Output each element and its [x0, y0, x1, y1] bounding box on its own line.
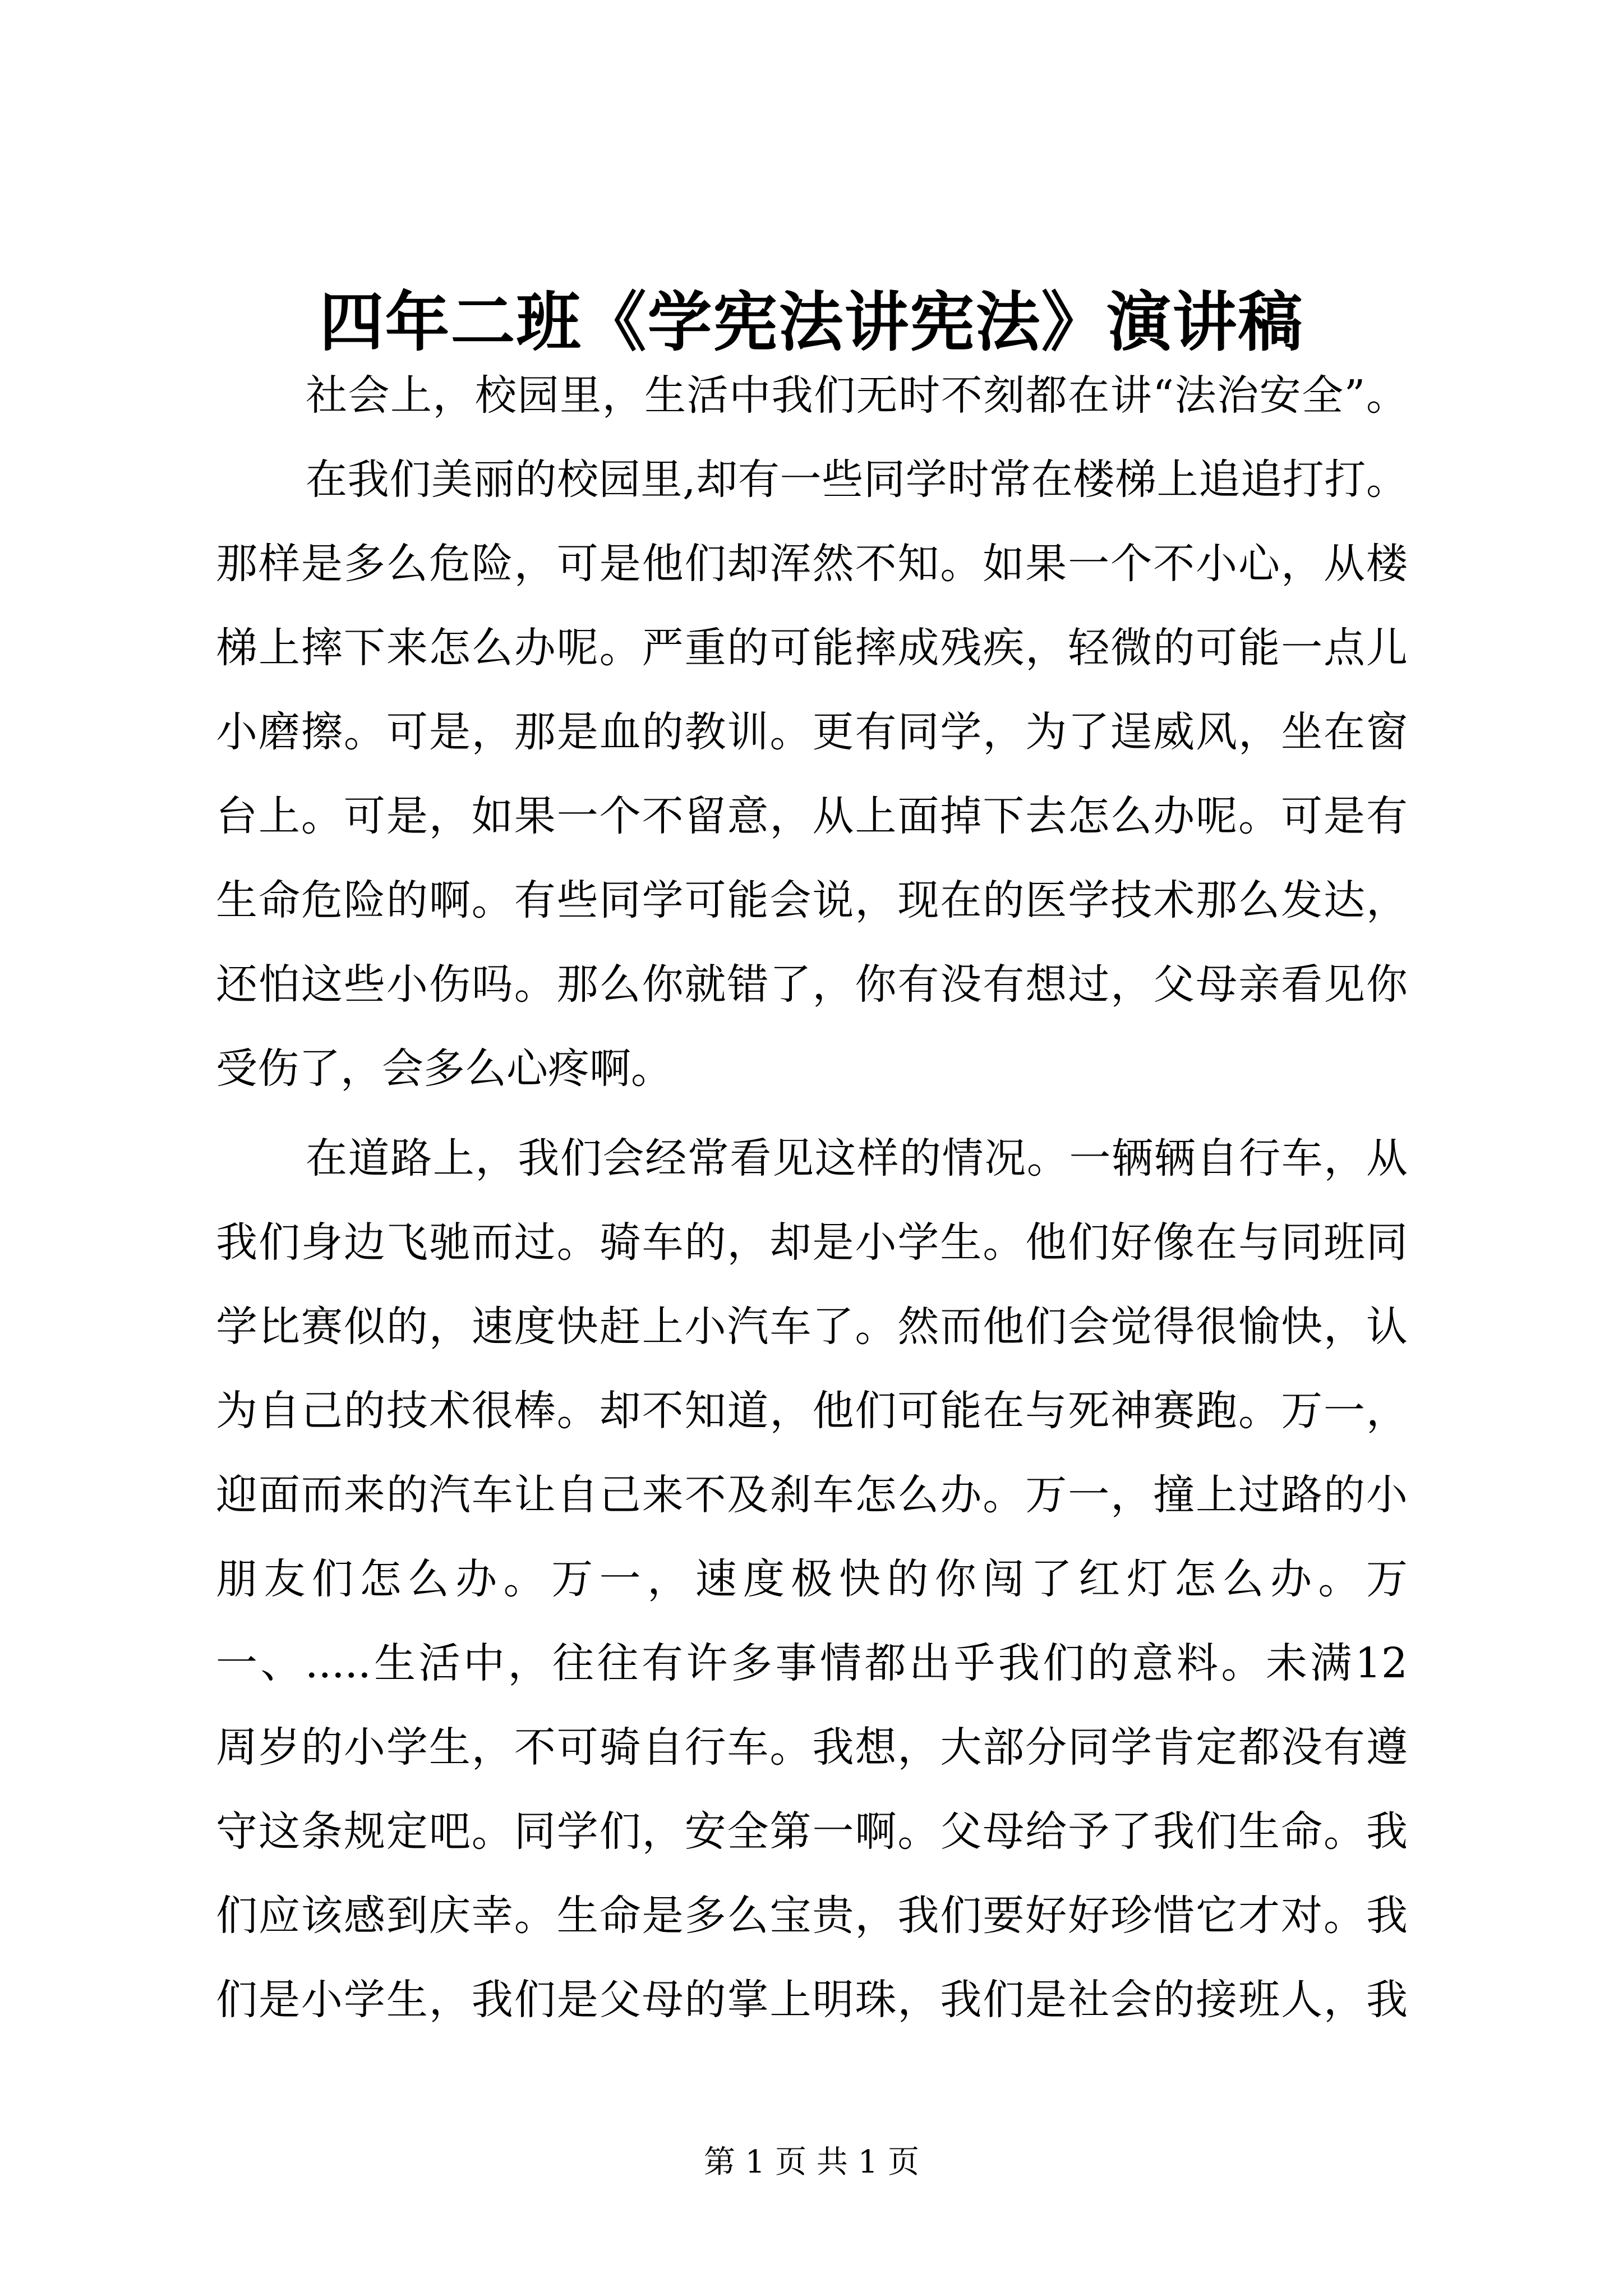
- paragraph-3-line-5: 迎面而来的汽车让自己来不及刹车怎么办。万一，撞上过路的小: [216, 1471, 1408, 1519]
- paragraph-2-line-3: 梯上摔下来怎么办呢。严重的可能摔成残疾，轻微的可能一点儿: [216, 624, 1408, 672]
- paragraph-3-line-9: 守这条规定吧。同学们，安全第一啊。父母给予了我们生命。我: [216, 1807, 1408, 1856]
- paragraph-3-line-4: 为自己的技术很棒。却不知道，他们可能在与死神赛跑。万一，: [216, 1387, 1408, 1435]
- paragraph-3-line-1: 在道路上，我们会经常看见这样的情况。一辆辆自行车，从: [306, 1134, 1408, 1182]
- paragraph-3-line-2: 我们身边飞驰而过。骑车的，却是小学生。他们好像在与同班同: [216, 1218, 1408, 1267]
- paragraph-3-line-10: 们应该感到庆幸。生命是多么宝贵，我们要好好珍惜它才对。我: [216, 1892, 1408, 1940]
- paragraph-2-line-4: 小磨擦。可是，那是血的教训。更有同学，为了逞威风，坐在窗: [216, 708, 1408, 756]
- paragraph-3-line-3: 学比赛似的，速度快赶上小汽车了。然而他们会觉得很愉快，认: [216, 1303, 1408, 1351]
- paragraph-2-line-1: 在我们美丽的校园里,却有一些同学时常在楼梯上追追打打。: [306, 455, 1408, 504]
- paragraph-2-line-8: 受伤了，会多么心疼啊。: [216, 1045, 672, 1093]
- paragraph-3-line-11: 们是小学生，我们是父母的掌上明珠，我们是社会的接班人，我: [216, 1976, 1408, 2024]
- paragraph-2-line-2: 那样是多么危险，可是他们却浑然不知。如果一个不小心，从楼: [216, 540, 1408, 588]
- paragraph-3-line-6: 朋友们怎么办。万一，速度极快的你闯了红灯怎么办。万: [216, 1555, 1408, 1603]
- paragraph-2-line-6: 生命危险的啊。有些同学可能会说，现在的医学技术那么发达，: [216, 876, 1408, 924]
- paragraph-3-line-8: 周岁的小学生，不可骑自行车。我想，大部分同学肯定都没有遵: [216, 1723, 1408, 1772]
- paragraph-2-line-7: 还怕这些小伤吗。那么你就错了，你有没有想过，父母亲看见你: [216, 960, 1408, 1009]
- document-title: 四年二班《学宪法讲宪法》演讲稿: [319, 284, 1304, 360]
- paragraph-1-line-1: 社会上，校园里，生活中我们无时不刻都在讲“法治安全”。: [306, 371, 1408, 420]
- page-footer: 第 1 页 共 1 页: [703, 2144, 920, 2180]
- paragraph-2-line-5: 台上。可是，如果一个不留意，从上面掉下去怎么办呢。可是有: [216, 792, 1408, 840]
- paragraph-3-line-7: 一、.....生活中，往往有许多事情都出乎我们的意料。未满12: [216, 1639, 1408, 1687]
